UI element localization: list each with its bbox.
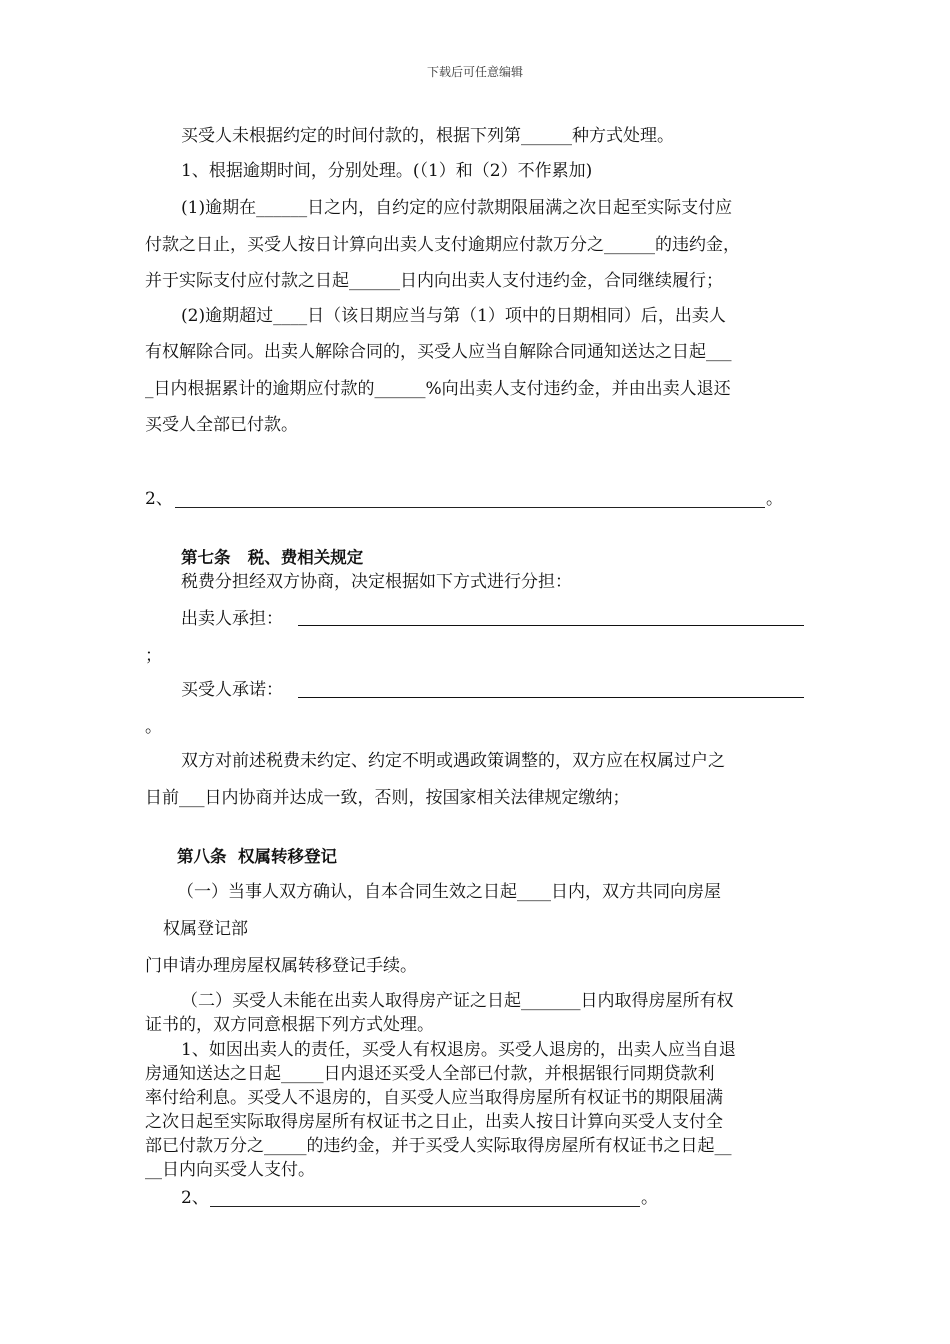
payment-item2-end: 。 <box>766 489 783 509</box>
payment-p1-line3: 并于实际支付应付款之日起______日内向出卖人支付违约金，合同继续履行； <box>145 271 723 291</box>
article8-p2-line2: 证书的，双方同意根据下列方式处理。 <box>145 1015 434 1035</box>
seller-share-end: ； <box>145 646 162 666</box>
article7-intro: 税费分担经双方协商，决定根据如下方式进行分担： <box>181 572 572 592</box>
payment-item2-label: 2、 <box>145 489 173 509</box>
seller-share-label: 出卖人承担： <box>181 609 283 629</box>
article8-item1-line4: 之次日起至实际取得房屋所有权证书之日止，出卖人按日计算向买受人支付全 <box>145 1112 723 1132</box>
article8-item1-line3: 率付给利息。买受人不退房的，自买受人应当取得房屋所有权证书的期限届满 <box>145 1088 723 1108</box>
article7-note-line1: 双方对前述税费未约定、约定不明或遇政策调整的，双方应在权属过户之 <box>181 751 725 771</box>
payment-p1-line1: (1)逾期在______日之内，自约定的应付款期限届满之次日起至实际支付应 <box>181 198 733 218</box>
article8-p2-line1: （二）买受人未能在出卖人取得房产证之日起_______日内取得房屋所有权 <box>181 991 734 1011</box>
payment-p2-line2: 有权解除合同。出卖人解除合同的，买受人应当自解除合同通知送达之日起___ <box>145 342 732 362</box>
article8-p1-line1: （一）当事人双方确认，自本合同生效之日起____日内，双方共同向房屋 <box>177 882 721 902</box>
article8-item2-label: 2、 <box>181 1188 209 1208</box>
payment-p2-line3: _日内根据累计的逾期应付款的______%向出卖人支付违约金，并由出卖人退还 <box>145 379 731 399</box>
payment-p2-line4: 买受人全部已付款。 <box>145 415 298 435</box>
payment-intro: 买受人未根据约定的时间付款的，根据下列第______种方式处理。 <box>181 126 674 146</box>
article7-title: 第七条 税、费相关规定 <box>181 548 364 567</box>
article8-p1-line2: 权属登记部 <box>163 919 248 939</box>
page-header: 下载后可任意编辑 <box>426 65 523 79</box>
article8-item1-line5: 部已付款万分之_____的违约金，并于买受人实际取得房屋所有权证书之日起__ <box>145 1136 732 1156</box>
buyer-share-blank-line <box>298 697 804 698</box>
article8-item1-line6: __日内向买受人支付。 <box>145 1160 315 1180</box>
article8-title: 第八条 权属转移登记 <box>177 847 337 866</box>
article7-note-line2: 日前___日内协商并达成一致，否则，按国家相关法律规定缴纳； <box>145 788 630 808</box>
article8-item2-end: 。 <box>641 1188 658 1208</box>
seller-share-blank-line <box>298 625 804 626</box>
article8-item1-line2: 房通知送达之日起_____日内退还买受人全部已付款，并根据银行同期贷款利 <box>145 1064 715 1084</box>
article8-item1-line1: 1、如因出卖人的责任，买受人有权退房。买受人退房的，出卖人应当自退 <box>181 1040 736 1060</box>
payment-p2-line1: (2)逾期超过____日（该日期应当与第（1）项中的日期相同）后，出卖人 <box>181 306 726 326</box>
payment-item1: 1、根据逾期时间，分别处理。(（1）和（2）不作累加) <box>181 161 593 181</box>
payment-p1-line2: 付款之日止，买受人按日计算向出卖人支付逾期应付款万分之______的违约金， <box>145 235 740 255</box>
article8-item2-blank-line <box>210 1206 640 1207</box>
buyer-share-label: 买受人承诺： <box>181 680 283 700</box>
article8-p1-line3: 门申请办理房屋权属转移登记手续。 <box>145 956 417 976</box>
buyer-share-end: 。 <box>145 717 162 737</box>
payment-item2-blank-line <box>175 507 765 508</box>
